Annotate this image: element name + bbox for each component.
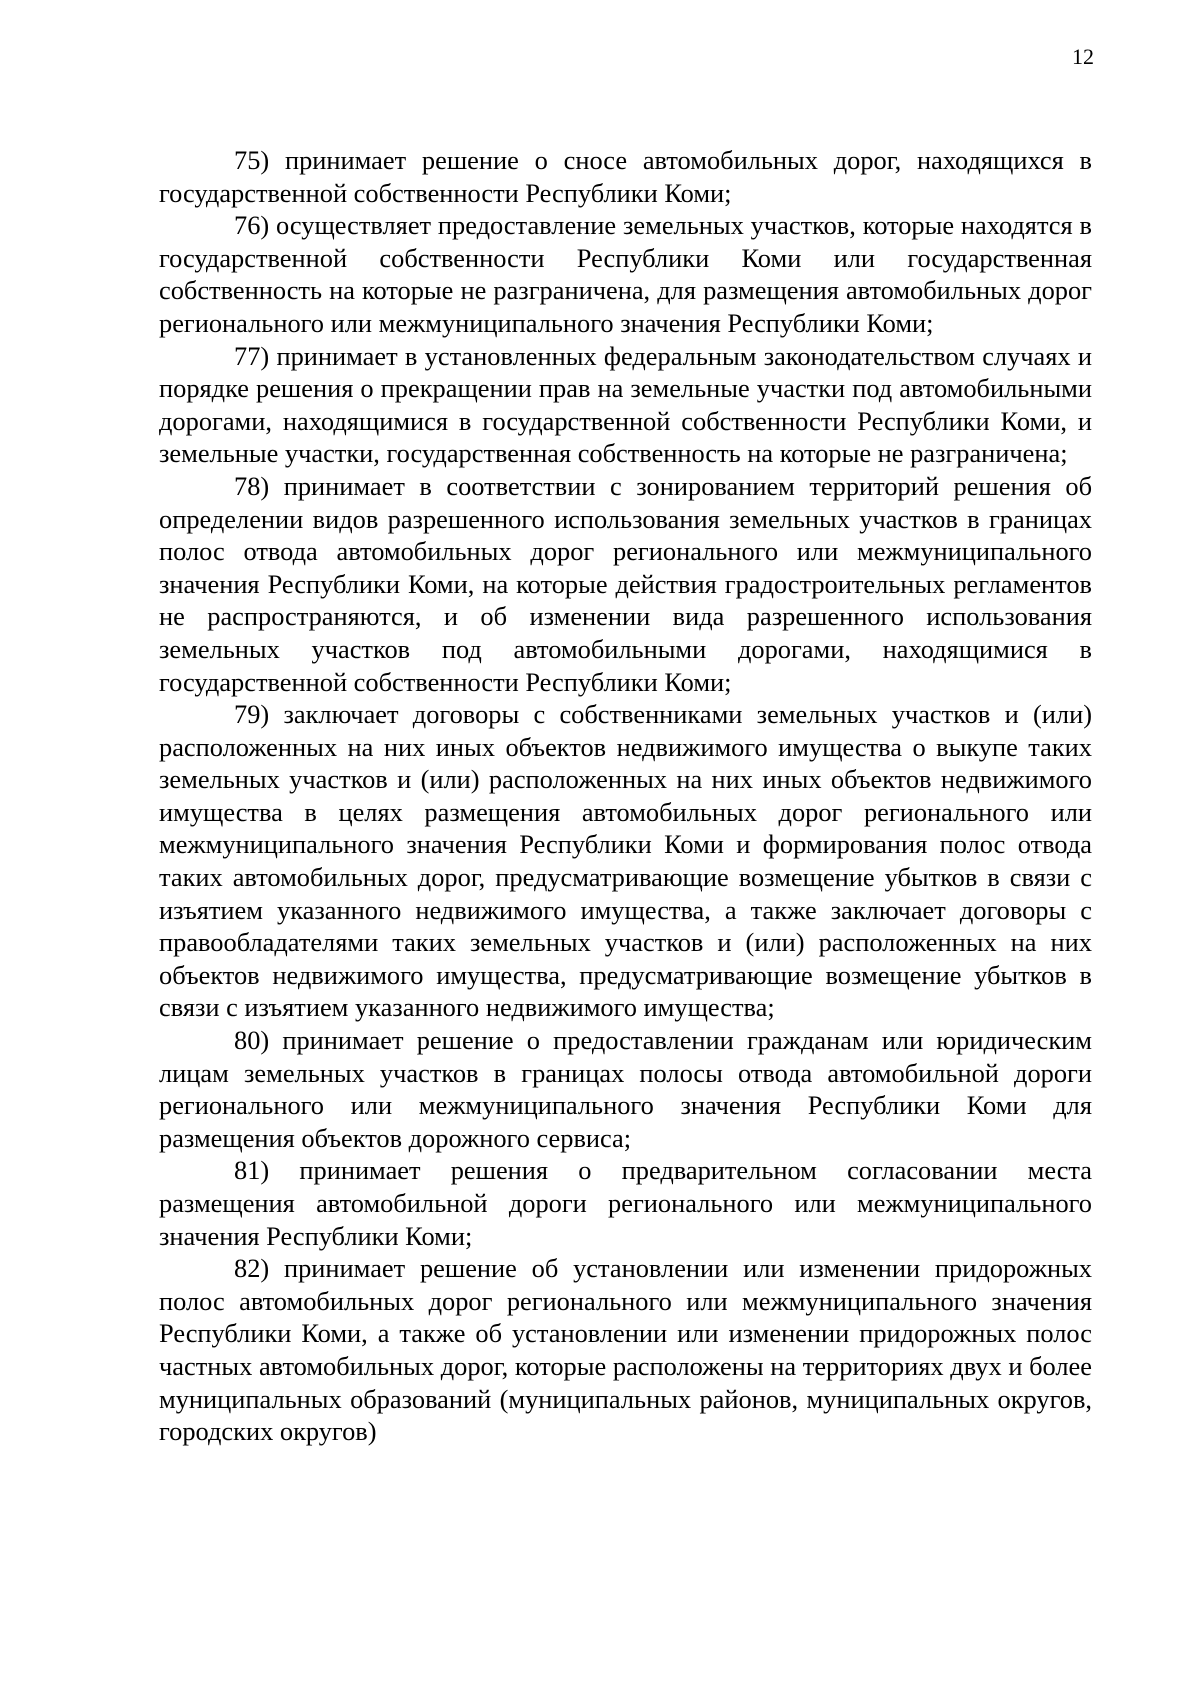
list-item-79: 79) заключает договоры с собственниками земельных участков и (или) расположенных на них иных объектов недвижимого имущества о выкупе таких земельных участков и (или) расположенных на них иных объектов недвижимого имущества в целях размещения автомобильных дорог регионального или межмуниципального значения Республики Коми и формирования полос отвода таких автомобильных дорог, предусматривающие возмещение убытков в связи с изъятием указанного недвижимого имущества, а также заключает договоры с правообладателями таких земельных участков и (или) расположенных на них объектов недвижимого имущества, предусматривающие возмещение убытков в связи с изъятием указанного недвижимого имущества; <box>159 699 1092 1023</box>
list-item-76: 76) осуществляет предоставление земельных участков, которые находятся в государственной собственности Республики Коми или государственная собственность на которые не разграничена, для размещения автомобильных дорог регионального или межмуниципального значения Республики Коми; <box>159 210 1092 338</box>
list-item-75: 75) принимает решение о сносе автомобильных дорог, находящихся в государственной собственности Республики Коми; <box>159 145 1092 208</box>
list-item-77: 77) принимает в установленных федеральным законодательством случаях и порядке решения о прекращении прав на земельные участки под автомобильными дорогами, находящимися в государственной собственности Республики Коми, и земельные участки, государственная собственность на которые не разграничена; <box>159 340 1092 469</box>
page-number: 12 <box>1072 44 1094 69</box>
list-item-81: 81) принимает решения о предварительном согласовании места размещения автомобильной дороги регионального или межмуниципального значения Республики Коми; <box>159 1155 1092 1251</box>
list-item-80: 80) принимает решение о предоставлении гражданам или юридическим лицам земельных участков в границах полосы отвода автомобильной дороги регионального или межмуниципального значения Республики Коми для размещения объектов дорожного сервиса; <box>159 1025 1092 1153</box>
list-item-82: 82) принимает решение об установлении или изменении придорожных полос автомобильных дорог регионального или межмуниципального значения Республики Коми, а также об установлении или изменении придорожных полос частных автомобильных дорог, которые расположены на территориях двух и более муниципальных образований (муниципальных районов, муниципальных округов, городских округов) <box>159 1253 1092 1447</box>
document-body <box>159 144 1092 1448</box>
list-item-78: 78) принимает в соответствии с зонированием территорий решения об определении видов разрешенного использования земельных участков в границах полос отвода автомобильных дорог регионального или межмуниципального значения Республики Коми, на которые действия градостроительных регламентов не распространяются, и об изменении вида разрешенного использования земельных участков под автомобильными дорогами, находящимися в государственной собственности Республики Коми; <box>159 470 1092 697</box>
